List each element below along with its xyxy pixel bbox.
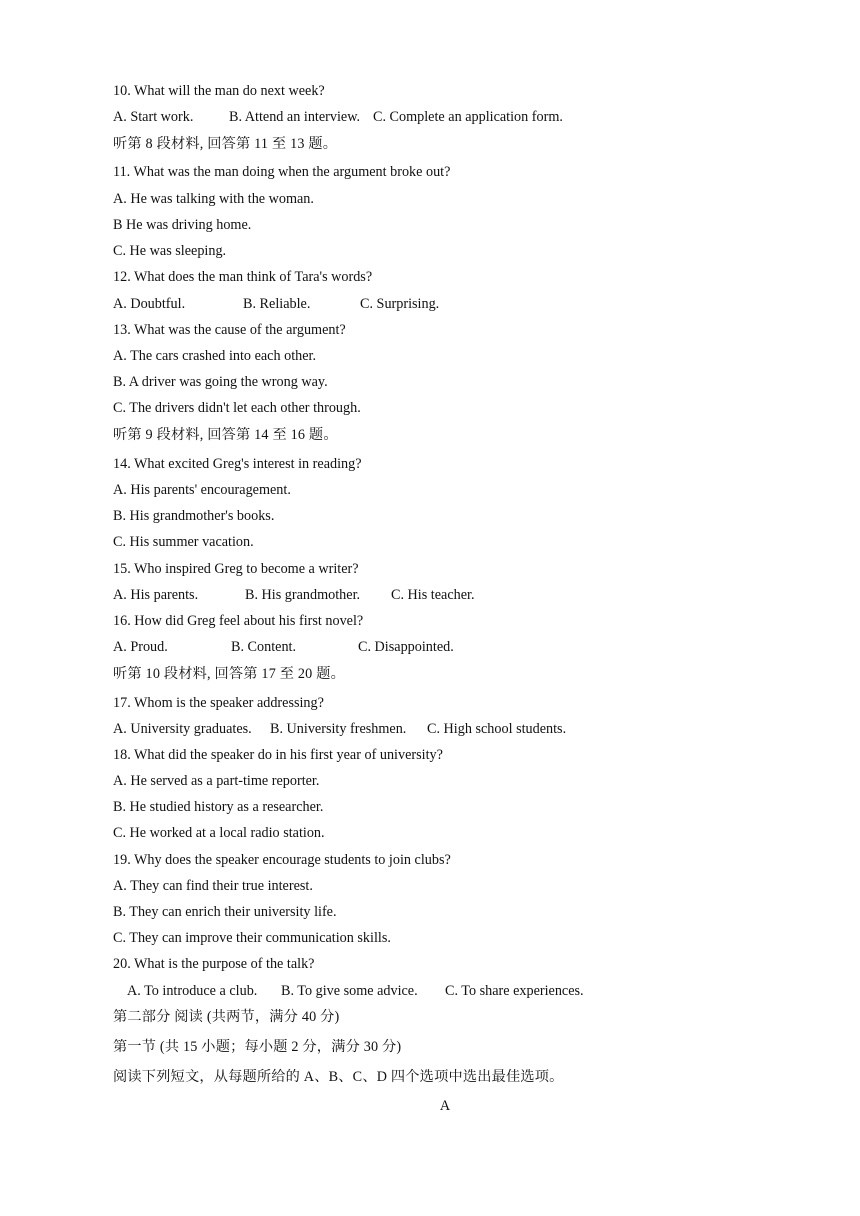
question-16-options: [113, 638, 454, 656]
question-16-stem: 16. How did Greg feel about his first novel?: [113, 613, 364, 629]
question-11-option-a: A. He was talking with the woman.: [113, 191, 314, 207]
option-c: C. Disappointed.: [358, 639, 454, 655]
question-14-option-c: C. His summer vacation.: [113, 534, 254, 550]
option-b: B. To give some advice.: [281, 983, 418, 999]
option-b: B. His grandmother.: [245, 587, 361, 603]
section-1-heading: 第一节 (共 15 小题；每小题 2 分，满分 30 分): [113, 1039, 402, 1055]
option-a: A. Proud.: [113, 639, 168, 655]
question-18-option-a: A. He served as a part-time reporter.: [113, 773, 320, 789]
question-19-option-b: B. They can enrich their university life.: [113, 904, 337, 920]
question-13-option-b: B. A driver was going the wrong way.: [113, 374, 328, 390]
question-17-stem: 17. Whom is the speaker addressing?: [113, 695, 324, 711]
question-12-options: [113, 295, 439, 313]
question-12-stem: 12. What does the man think of Tara's words?: [113, 269, 373, 285]
option-b: B. Reliable.: [243, 296, 311, 312]
option-a: A. Doubtful.: [113, 296, 186, 312]
question-19-option-c: C. They can improve their communication skills.: [113, 930, 391, 946]
question-13-option-a: A. The cars crashed into each other.: [113, 348, 317, 364]
passage-label: A: [439, 1098, 451, 1114]
question-14-option-b: B. His grandmother's books.: [113, 508, 275, 524]
option-a: A. Start work.: [113, 109, 194, 125]
question-19-option-a: A. They can find their true interest.: [113, 878, 313, 894]
question-13-stem: 13. What was the cause of the argument?: [113, 322, 346, 338]
question-18-stem: 18. What did the speaker do in his first year of university?: [113, 747, 443, 763]
question-15-options: [113, 586, 475, 604]
section-8-heading: 听第 8 段材料, 回答第 11 至 13 题。: [113, 136, 338, 152]
question-20-options: [127, 982, 584, 1000]
option-c: C. High school students.: [427, 721, 567, 737]
option-c: C. Surprising.: [360, 296, 440, 312]
question-11-option-b: B He was driving home.: [113, 217, 252, 233]
question-10-options: [113, 108, 563, 126]
part-2-heading: 第二部分 阅读 (共两节，满分 40 分): [113, 1009, 340, 1025]
option-c: C. His teacher.: [391, 587, 475, 603]
question-15-stem: 15. Who inspired Greg to become a writer?: [113, 561, 359, 577]
option-b: B. Content.: [231, 639, 297, 655]
question-10-stem: 10. What will the man do next week?: [113, 83, 325, 99]
question-11-stem: 11. What was the man doing when the argument broke out?: [113, 164, 451, 180]
question-13-option-c: C. The drivers didn't let each other through.: [113, 400, 361, 416]
question-17-options: [113, 720, 566, 738]
option-a: A. University graduates.: [113, 721, 252, 737]
question-14-option-a: A. His parents' encouragement.: [113, 482, 291, 498]
question-18-option-b: B. He studied history as a researcher.: [113, 799, 324, 815]
section-9-heading: 听第 9 段材料, 回答第 14 至 16 题。: [113, 427, 338, 443]
option-b: B. University freshmen.: [270, 721, 407, 737]
question-11-option-c: C. He was sleeping.: [113, 243, 227, 259]
question-14-stem: 14. What excited Greg's interest in reading?: [113, 456, 362, 472]
reading-instruction: 阅读下列短文，从每题所给的 A、B、C、D 四个选项中选出最佳选项。: [113, 1069, 564, 1085]
question-18-option-c: C. He worked at a local radio station.: [113, 825, 325, 841]
section-10-heading: 听第 10 段材料, 回答第 17 至 20 题。: [113, 666, 346, 682]
option-c: C. To share experiences.: [445, 983, 584, 999]
option-b: B. Attend an interview.: [229, 109, 361, 125]
question-20-stem: 20. What is the purpose of the talk?: [113, 956, 315, 972]
option-a: A. His parents.: [113, 587, 199, 603]
option-a: A. To introduce a club.: [127, 983, 258, 999]
option-c: C. Complete an application form.: [373, 109, 563, 125]
question-19-stem: 19. Why does the speaker encourage students to join clubs?: [113, 852, 451, 868]
